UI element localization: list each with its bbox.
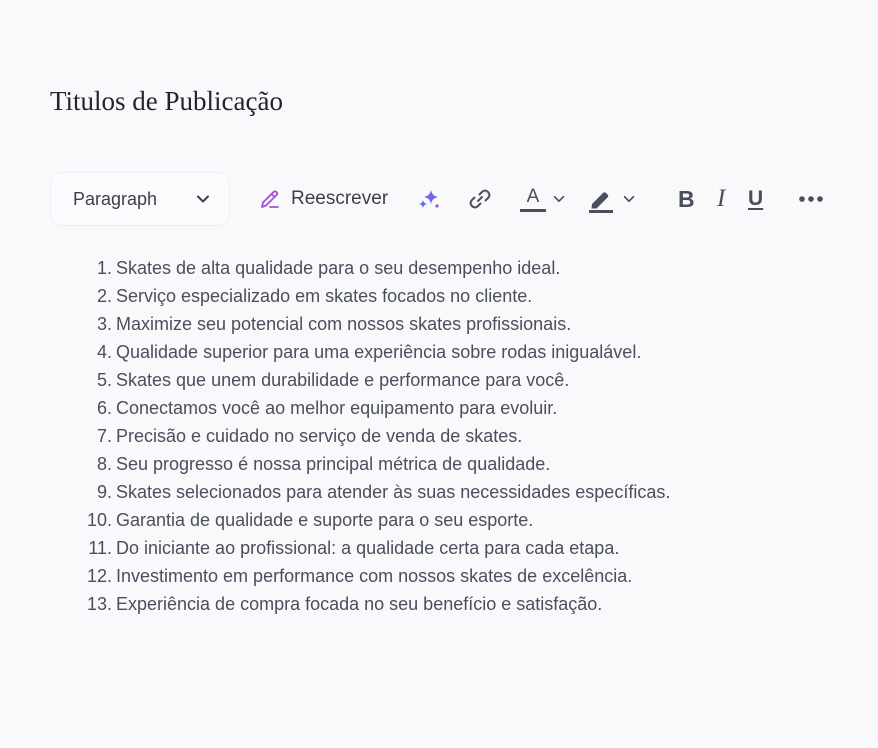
- list-item[interactable]: [96, 310, 670, 338]
- list-item-number: 2.: [96, 286, 112, 306]
- chevron-down-icon: [622, 192, 636, 206]
- list-item[interactable]: [88, 534, 670, 562]
- more-button[interactable]: [798, 184, 824, 214]
- list-item-text: Seu progresso é nossa principal métrica de qualidade.: [116, 454, 551, 474]
- page-title: Titulos de Publicação: [50, 86, 283, 116]
- list-item-number: 11.: [88, 538, 112, 558]
- more-dots-icon: [798, 195, 824, 203]
- list-item-text: Investimento em performance com nossos skates de excelência.: [116, 566, 633, 586]
- list-item-number: 5.: [96, 370, 112, 390]
- underline-button[interactable]: [748, 184, 763, 214]
- list-item-text: Qualidade superior para uma experiência sobre rodas inigualável.: [116, 342, 642, 362]
- list-item-number: 10.: [86, 510, 112, 530]
- list-item-text: Maximize seu potencial com nossos skates profissionais.: [116, 314, 572, 334]
- italic-button[interactable]: [717, 184, 725, 214]
- list-item[interactable]: [96, 254, 670, 282]
- text-color-glyph: A: [526, 185, 540, 207]
- bold-button[interactable]: [678, 184, 695, 214]
- list-item[interactable]: [96, 450, 670, 478]
- sparkles-icon: [415, 185, 443, 213]
- chevron-down-icon: [552, 192, 566, 206]
- block-type-label: Paragraph: [73, 188, 158, 209]
- list-item-text: Serviço especializado em skates focados no cliente.: [116, 286, 533, 306]
- list-item-text: Do iniciante ao profissional: a qualidade certa para cada etapa.: [116, 538, 620, 558]
- list-item-text: Skates que unem durabilidade e performance para você.: [116, 370, 570, 390]
- block-type-select[interactable]: [50, 172, 230, 226]
- list-item[interactable]: [96, 282, 670, 310]
- list-item[interactable]: [96, 338, 670, 366]
- list-item[interactable]: [96, 422, 670, 450]
- list-item[interactable]: [86, 590, 670, 618]
- list-item-number: 12.: [86, 566, 112, 586]
- list-item-number: 1.: [96, 258, 112, 278]
- underline-icon: U: [748, 187, 764, 210]
- list-item[interactable]: [86, 506, 670, 534]
- list-item-number: 8.: [96, 454, 112, 474]
- list-item-text: Experiência de compra focada no seu benefício e satisfação.: [116, 594, 603, 614]
- list-item[interactable]: [96, 478, 671, 506]
- rewrite-label: Reescrever: [291, 188, 389, 209]
- ai-sparkles-button[interactable]: [415, 184, 443, 214]
- highlighter-icon: [588, 185, 614, 213]
- list-item-number: 9.: [96, 482, 112, 502]
- list-item-text: Skates selecionados para atender às suas necessidades específicas.: [116, 482, 671, 502]
- link-icon: [466, 185, 494, 213]
- rewrite-button[interactable]: [258, 185, 388, 213]
- text-color-icon: [520, 187, 546, 212]
- list-item-number: 7.: [96, 426, 112, 446]
- list-item-text: Garantia de qualidade e suporte para o seu esporte.: [116, 510, 534, 530]
- list-item[interactable]: [86, 562, 670, 590]
- list-item[interactable]: [96, 366, 670, 394]
- pencil-sparkle-icon: [258, 187, 282, 211]
- highlight-color-button[interactable]: [588, 184, 636, 214]
- text-color-bar: [520, 209, 546, 212]
- bold-icon: B: [678, 185, 695, 212]
- publication-titles-list: [86, 254, 671, 618]
- link-button[interactable]: [466, 184, 494, 214]
- italic-icon: I: [717, 185, 726, 212]
- editor-toolbar: [50, 172, 840, 226]
- list-item-text: Conectamos você ao melhor equipamento para evoluir.: [116, 398, 558, 418]
- list-item[interactable]: [96, 394, 670, 422]
- text-color-button[interactable]: [520, 184, 566, 214]
- list-item-number: 13.: [86, 594, 112, 614]
- list-item-text: Precisão e cuidado no serviço de venda de skates.: [116, 426, 523, 446]
- list-item-text: Skates de alta qualidade para o seu desempenho ideal.: [116, 258, 561, 278]
- list-item-number: 4.: [96, 342, 112, 362]
- list-item-number: 6.: [96, 398, 112, 418]
- chevron-down-icon: [195, 191, 211, 207]
- list-item-number: 3.: [96, 314, 112, 334]
